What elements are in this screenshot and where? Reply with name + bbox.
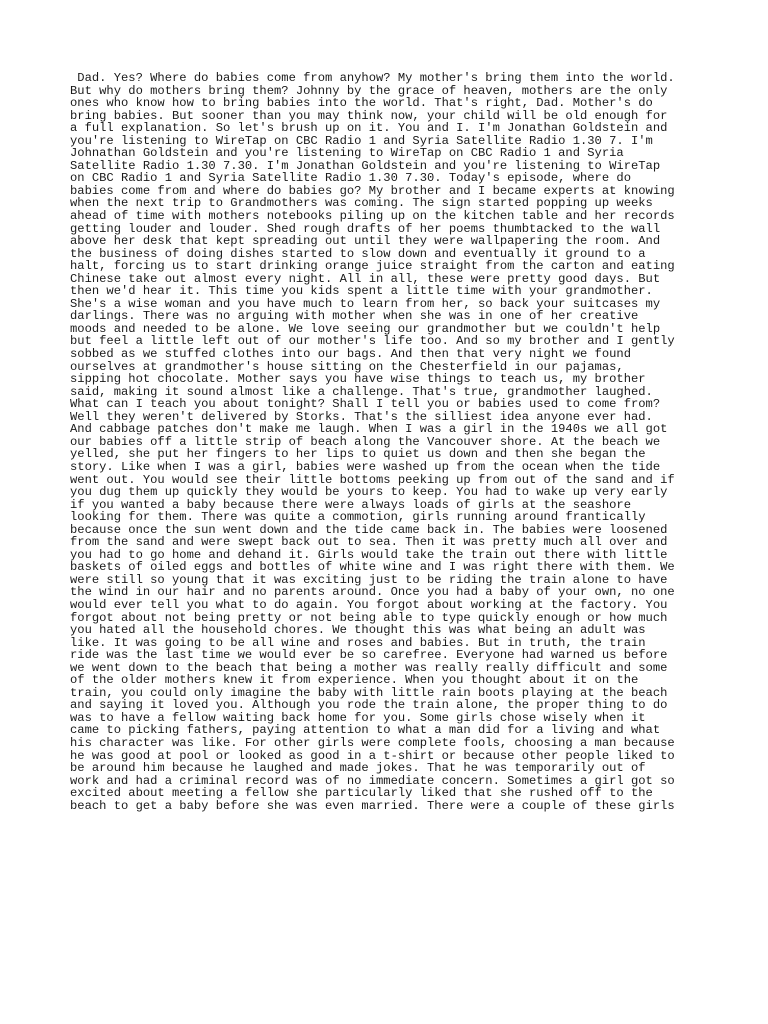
text-line: if you wanted a baby because there were always loads of girls at the seashore (70, 497, 631, 512)
text-line: and saying it loved you. Although you rode the train alone, the proper thing to do (70, 698, 668, 713)
text-line (70, 837, 700, 850)
text-line: the business of doing dishes started to slow down and eventually it ground to a (70, 246, 646, 261)
text-line: forgot about not being pretty or not being able to type quickly enough or how much (70, 610, 668, 625)
text-line: work and had a criminal record was of no immediate concern. Sometimes a girl got so (70, 773, 675, 788)
text-line: And cabbage patches don't make me laugh. When I was a girl in the 1940s we all got (70, 422, 668, 437)
text-line: you had to go home and dehand it. Girls would take the train out there with little (70, 547, 668, 562)
text-line: sobbed as we stuffed clothes into our bags. And then that very night we found (70, 347, 631, 362)
text-line: But why do mothers bring them? Johnny by the grace of heaven, mothers are the only (70, 83, 668, 98)
transcript-text-block (70, 72, 700, 913)
text-line: Well they weren't delivered by Storks. That's the silliest idea anyone ever had. (70, 409, 653, 424)
text-line (70, 825, 700, 838)
text-line (70, 900, 700, 913)
text-line: Satellite Radio 1.30 7.30. I'm Jonathan Goldstein and you're listening to WireTap (70, 158, 661, 173)
text-line: darlings. There was no arguing with mother when she was in one of her creative (70, 309, 639, 324)
text-line: She's a wise woman and you have much to learn from her, so back your suitcases my (70, 296, 661, 311)
text-line: was to have a fellow waiting back home for you. Some girls chose wisely when it (70, 710, 646, 725)
text-line: ourselves at grandmother's house sitting on the Chesterfield in our pajamas, (70, 359, 624, 374)
text-line: moods and needed to be alone. We love seeing our grandmother but we couldn't help (70, 321, 661, 336)
text-line: Dad. Yes? Where do babies come from anyhow? My mother's bring them into the world. (70, 71, 675, 85)
text-line: ahead of time with mothers notebooks piling up on the kitchen table and her records (70, 209, 675, 224)
text-line: we went down to the beach that being a mother was really really difficult and some (70, 660, 668, 675)
text-line: bring babies. But sooner than you may think now, your child will be old enough for (70, 108, 668, 123)
text-line: when the next trip to Grandmothers was coming. The sign started popping up weeks (70, 196, 653, 211)
text-line: the wind in our hair and no parents around. Once you had a baby of your own, no one (70, 585, 675, 600)
text-line: baskets of oiled eggs and bottles of white wine and I was right there with them. We (70, 560, 675, 575)
text-line (70, 875, 700, 888)
text-line (70, 812, 700, 825)
text-line: Chinese take out almost every night. All in all, these were pretty good days. But (70, 271, 661, 286)
text-line: from the sand and were swept back out to sea. Then it was pretty much all over and (70, 535, 668, 550)
text-line: you're listening to WireTap on CBC Radio 1 and Syria Satellite Radio 1.30 7. I'm (70, 133, 653, 148)
text-line (70, 888, 700, 901)
text-line: our babies off a little strip of beach along the Vancouver shore. At the beach we (70, 434, 661, 449)
text-line: would ever tell you what to do again. You forgot about working at the factory. You (70, 597, 668, 612)
text-line: said, making it sound almost like a challenge. That's true, grandmother laughed. (70, 384, 653, 399)
text-line: beach to get a baby before she was even married. There were a couple of these girls (70, 798, 675, 813)
text-line: getting louder and louder. Shed rough drafts of her poems thumbtacked to the wall (70, 221, 661, 236)
text-line: halt, forcing us to start drinking orange juice straight from the carton and eating (70, 259, 675, 274)
text-line: came to picking fathers, paying attention to what a man did for a living and what (70, 723, 661, 738)
text-line: you dug them up quickly they would be yours to keep. You had to wake up very early (70, 485, 668, 500)
text-line: but feel a little left out of our mother's life too. And so my brother and I gently (70, 334, 675, 349)
text-line: his character was like. For other girls were complete fools, choosing a man because (70, 735, 675, 750)
text-line: yelled, she put her fingers to her lips to quiet us down and then she began the (70, 447, 646, 462)
text-line: of the older mothers knew it from experience. When you thought about it on the (70, 673, 639, 688)
text-line (70, 850, 700, 863)
text-line: were still so young that it was exciting just to be riding the train alone to have (70, 572, 668, 587)
text-line: ones who know how to bring babies into the world. That's right, Dad. Mother's do (70, 96, 653, 111)
text-line: train, you could only imagine the baby with little rain boots playing at the beach (70, 685, 668, 700)
text-line: babies come from and where do babies go? My brother and I became experts at knowing (70, 183, 675, 198)
text-line: like. It was going to be all wine and roses and babies. But in truth, the train (70, 635, 646, 650)
text-line: ride was the last time we would ever be so carefree. Everyone had warned us before (70, 648, 668, 663)
text-line: Johnathan Goldstein and you're listening to WireTap on CBC Radio 1 and Syria (70, 146, 624, 161)
text-line: then we'd hear it. This time you kids spent a little time with your grandmother. (70, 284, 653, 299)
text-line: a full explanation. So let's brush up on it. You and I. I'm Jonathan Goldstein and (70, 121, 668, 136)
text-line: above her desk that kept spreading out until they were wallpapering the room. And (70, 234, 661, 249)
text-line: sipping hot chocolate. Mother says you have wise things to teach us, my brother (70, 372, 646, 387)
text-line: because once the sun went down and the tide came back in. The babies were loosened (70, 522, 668, 537)
text-line: you hated all the household chores. We thought this was what being an adult was (70, 623, 646, 638)
text-line: went out. You would see their little bottoms peeking up from out of the sand and if (70, 472, 675, 487)
text-line: story. Like when I was a girl, babies were washed up from the ocean when the tide (70, 459, 661, 474)
text-line: be around him because he laughed and made jokes. That he was temporarily out of (70, 761, 646, 776)
text-line: excited about meeting a fellow she particularly liked that she rushed off to the (70, 786, 653, 801)
text-line: he was good at pool or looked as good in a t-shirt or because other people liked to (70, 748, 675, 763)
text-line: What can I teach you about tonight? Shall I tell you or babies used to come from? (70, 397, 661, 412)
text-line: looking for them. There was quite a commotion, girls running around frantically (70, 510, 646, 525)
text-line (70, 862, 700, 875)
text-line: on CBC Radio 1 and Syria Satellite Radio 1.30 7.30. Today's episode, where do (70, 171, 631, 186)
